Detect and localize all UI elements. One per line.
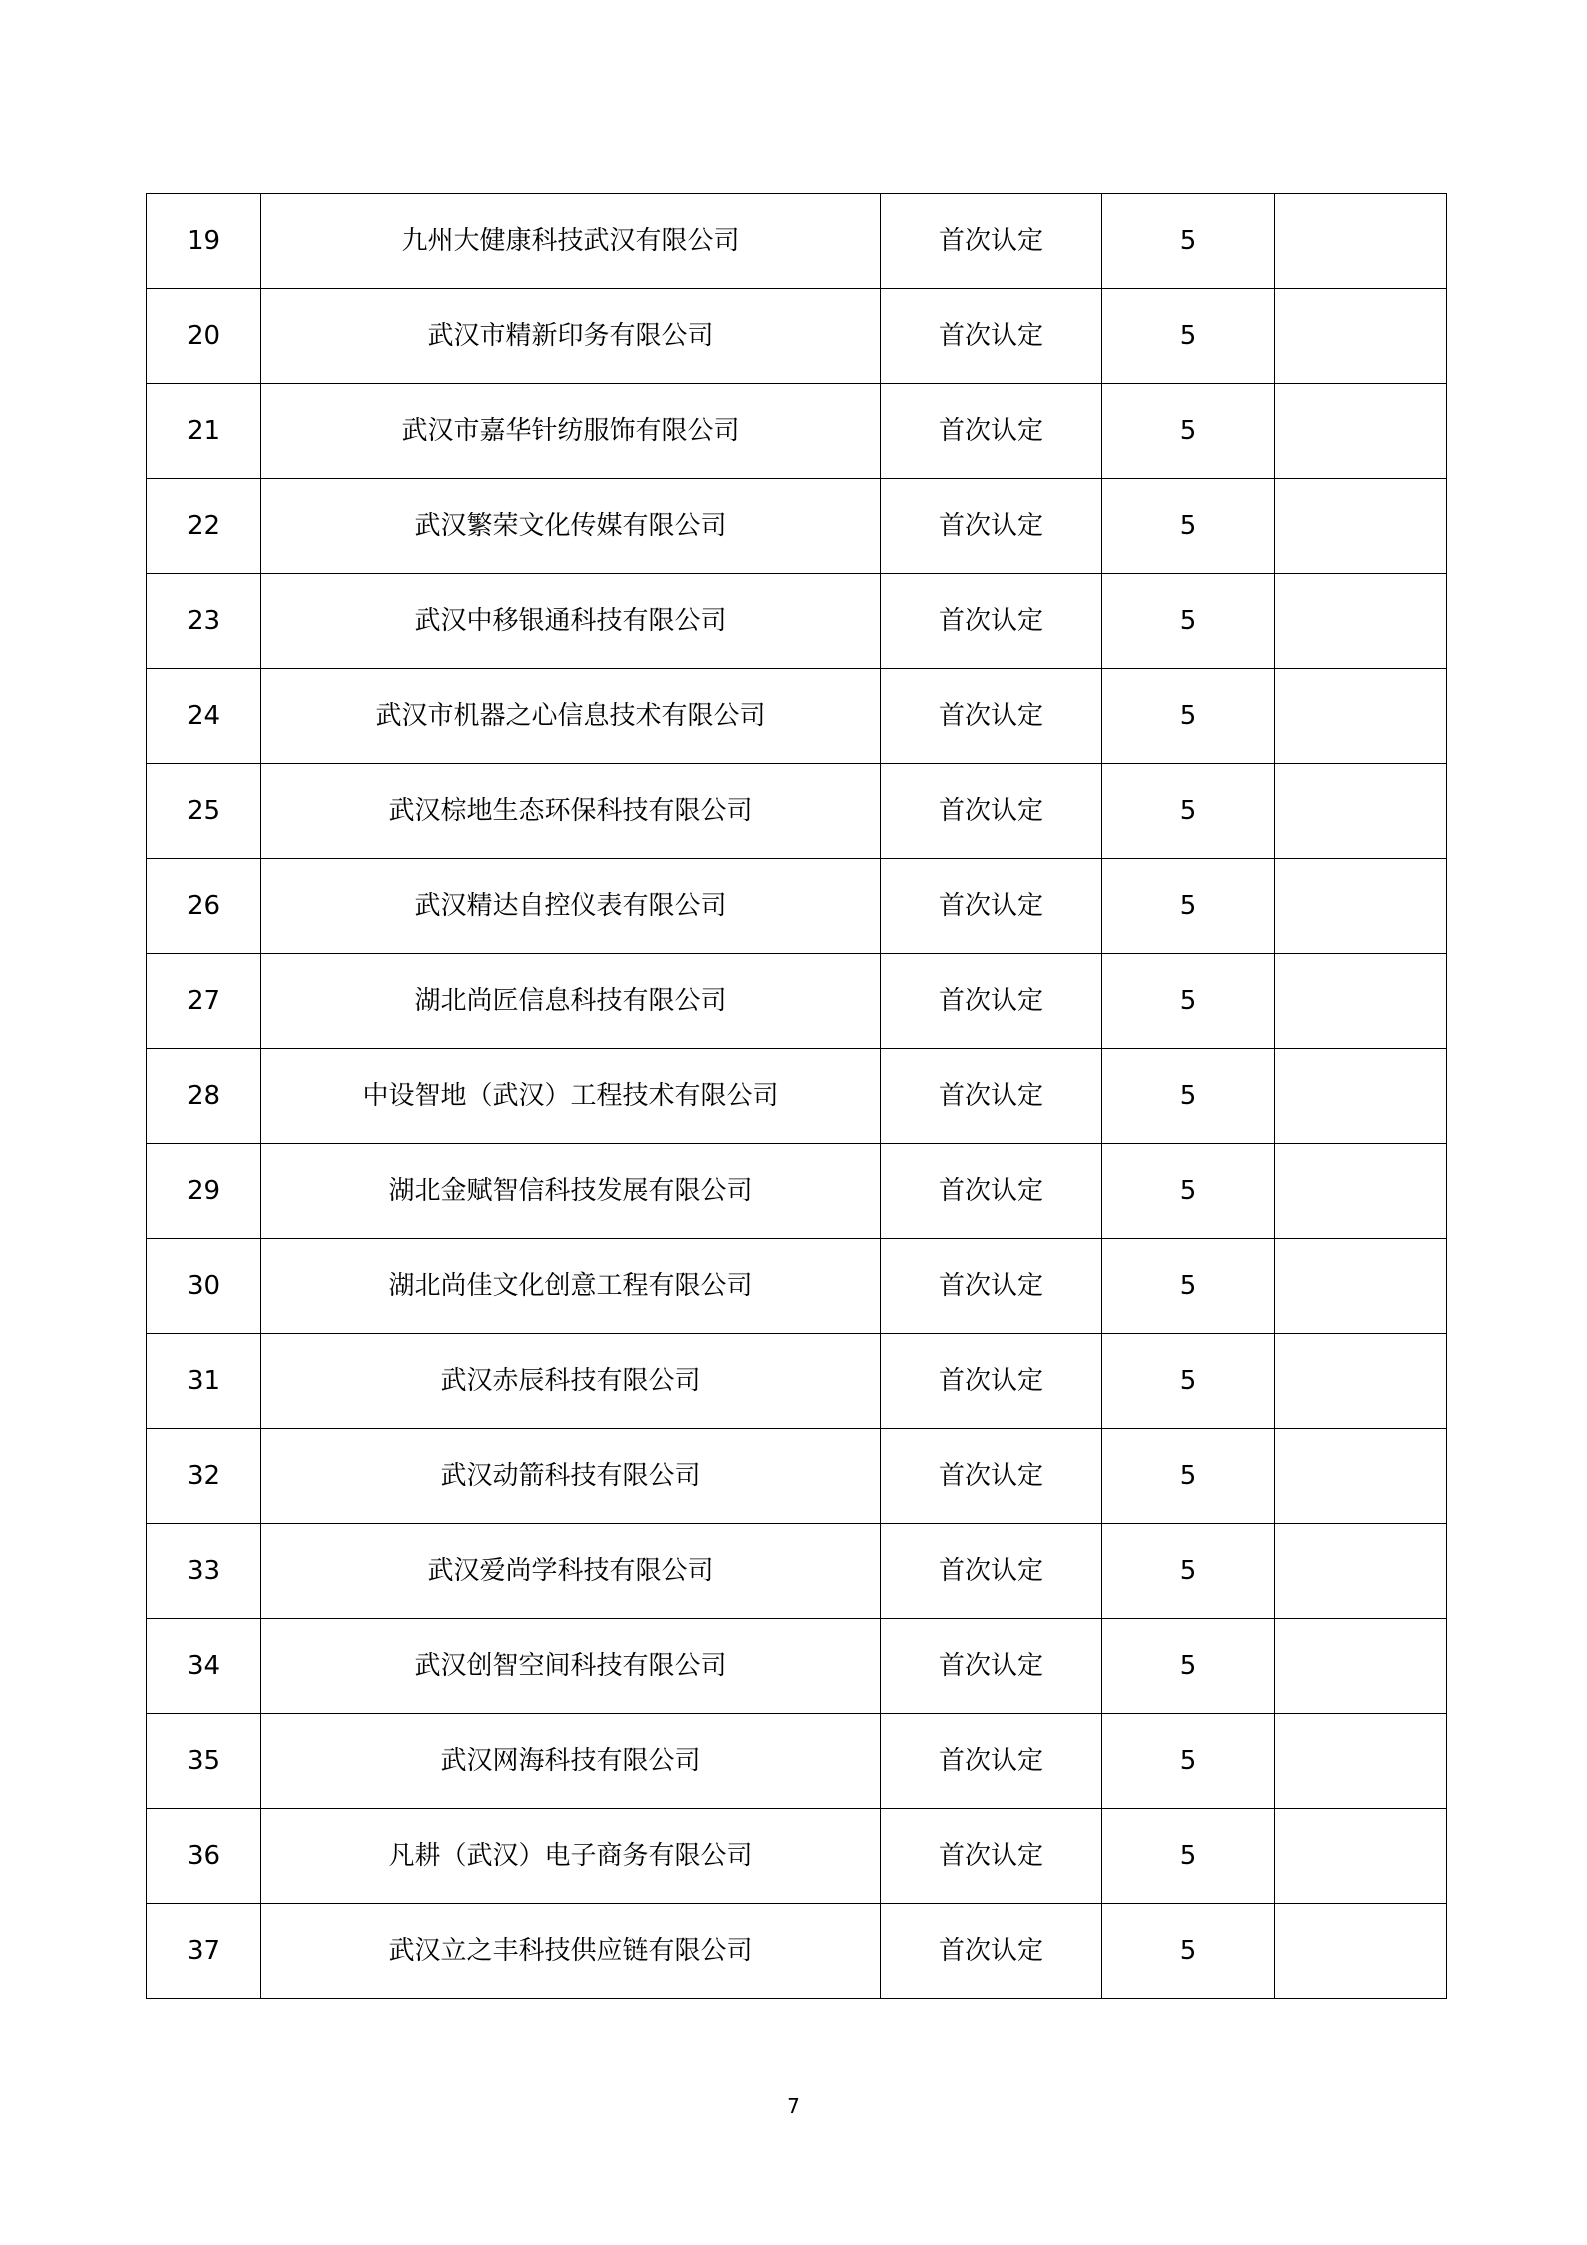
company-name: 武汉爱尚学科技有限公司 [261,1524,881,1619]
remarks [1275,1809,1447,1904]
row-number: 35 [147,1714,261,1809]
row-number: 25 [147,764,261,859]
score: 5 [1102,194,1275,289]
company-name: 武汉创智空间科技有限公司 [261,1619,881,1714]
table-row [147,289,1447,384]
remarks [1275,574,1447,669]
score: 5 [1102,384,1275,479]
certification-type: 首次认定 [881,574,1102,669]
remarks [1275,1144,1447,1239]
certification-type: 首次认定 [881,1809,1102,1904]
company-name: 武汉市精新印务有限公司 [261,289,881,384]
table-row [147,1429,1447,1524]
company-list-table [146,193,1447,1999]
certification-type: 首次认定 [881,859,1102,954]
remarks [1275,1904,1447,1999]
certification-type: 首次认定 [881,1904,1102,1999]
company-name: 武汉立之丰科技供应链有限公司 [261,1904,881,1999]
score: 5 [1102,479,1275,574]
company-name: 武汉精达自控仪表有限公司 [261,859,881,954]
company-name: 武汉繁荣文化传媒有限公司 [261,479,881,574]
company-name: 武汉市机器之心信息技术有限公司 [261,669,881,764]
row-number: 36 [147,1809,261,1904]
company-name: 中设智地（武汉）工程技术有限公司 [261,1049,881,1144]
table-row [147,1714,1447,1809]
certification-type: 首次认定 [881,1049,1102,1144]
company-name: 湖北尚匠信息科技有限公司 [261,954,881,1049]
company-name: 湖北尚佳文化创意工程有限公司 [261,1239,881,1334]
table-row [147,669,1447,764]
company-name: 武汉市嘉华针纺服饰有限公司 [261,384,881,479]
score: 5 [1102,764,1275,859]
row-number: 37 [147,1904,261,1999]
row-number: 33 [147,1524,261,1619]
table-row [147,1904,1447,1999]
score: 5 [1102,1619,1275,1714]
row-number: 24 [147,669,261,764]
remarks [1275,289,1447,384]
row-number: 22 [147,479,261,574]
table-row [147,384,1447,479]
certification-type: 首次认定 [881,764,1102,859]
score: 5 [1102,1334,1275,1429]
remarks [1275,1714,1447,1809]
remarks [1275,1049,1447,1144]
score: 5 [1102,1809,1275,1904]
remarks [1275,764,1447,859]
table-row [147,1239,1447,1334]
certification-type: 首次认定 [881,1714,1102,1809]
certification-type: 首次认定 [881,1524,1102,1619]
row-number: 23 [147,574,261,669]
remarks [1275,194,1447,289]
company-name: 武汉中移银通科技有限公司 [261,574,881,669]
row-number: 34 [147,1619,261,1714]
company-name: 武汉网海科技有限公司 [261,1714,881,1809]
remarks [1275,1429,1447,1524]
row-number: 19 [147,194,261,289]
company-name: 湖北金赋智信科技发展有限公司 [261,1144,881,1239]
certification-type: 首次认定 [881,384,1102,479]
row-number: 26 [147,859,261,954]
company-name: 武汉赤辰科技有限公司 [261,1334,881,1429]
certification-type: 首次认定 [881,669,1102,764]
page-number: 7 [787,2094,800,2118]
row-number: 30 [147,1239,261,1334]
row-number: 28 [147,1049,261,1144]
table-row [147,764,1447,859]
remarks [1275,859,1447,954]
certification-type: 首次认定 [881,1619,1102,1714]
remarks [1275,1524,1447,1619]
company-name: 凡耕（武汉）电子商务有限公司 [261,1809,881,1904]
score: 5 [1102,574,1275,669]
certification-type: 首次认定 [881,289,1102,384]
table-row [147,1049,1447,1144]
score: 5 [1102,1714,1275,1809]
remarks [1275,1334,1447,1429]
row-number: 31 [147,1334,261,1429]
remarks [1275,1619,1447,1714]
remarks [1275,384,1447,479]
company-name: 武汉棕地生态环保科技有限公司 [261,764,881,859]
row-number: 20 [147,289,261,384]
company-name: 九州大健康科技武汉有限公司 [261,194,881,289]
certification-type: 首次认定 [881,194,1102,289]
table-row [147,859,1447,954]
remarks [1275,954,1447,1049]
certification-type: 首次认定 [881,1429,1102,1524]
score: 5 [1102,859,1275,954]
table-row [147,1144,1447,1239]
table-row [147,1809,1447,1904]
table-row [147,194,1447,289]
certification-type: 首次认定 [881,954,1102,1049]
row-number: 32 [147,1429,261,1524]
row-number: 27 [147,954,261,1049]
table-row [147,1524,1447,1619]
table-row [147,1334,1447,1429]
certification-type: 首次认定 [881,1239,1102,1334]
score: 5 [1102,669,1275,764]
score: 5 [1102,289,1275,384]
company-name: 武汉动箭科技有限公司 [261,1429,881,1524]
score: 5 [1102,1524,1275,1619]
table-row [147,954,1447,1049]
score: 5 [1102,1904,1275,1999]
certification-type: 首次认定 [881,1144,1102,1239]
certification-type: 首次认定 [881,479,1102,574]
row-number: 21 [147,384,261,479]
remarks [1275,669,1447,764]
score: 5 [1102,1049,1275,1144]
score: 5 [1102,1144,1275,1239]
row-number: 29 [147,1144,261,1239]
remarks [1275,479,1447,574]
score: 5 [1102,1429,1275,1524]
table-row [147,479,1447,574]
table-row [147,574,1447,669]
remarks [1275,1239,1447,1334]
table-row [147,1619,1447,1714]
score: 5 [1102,954,1275,1049]
score: 5 [1102,1239,1275,1334]
certification-type: 首次认定 [881,1334,1102,1429]
